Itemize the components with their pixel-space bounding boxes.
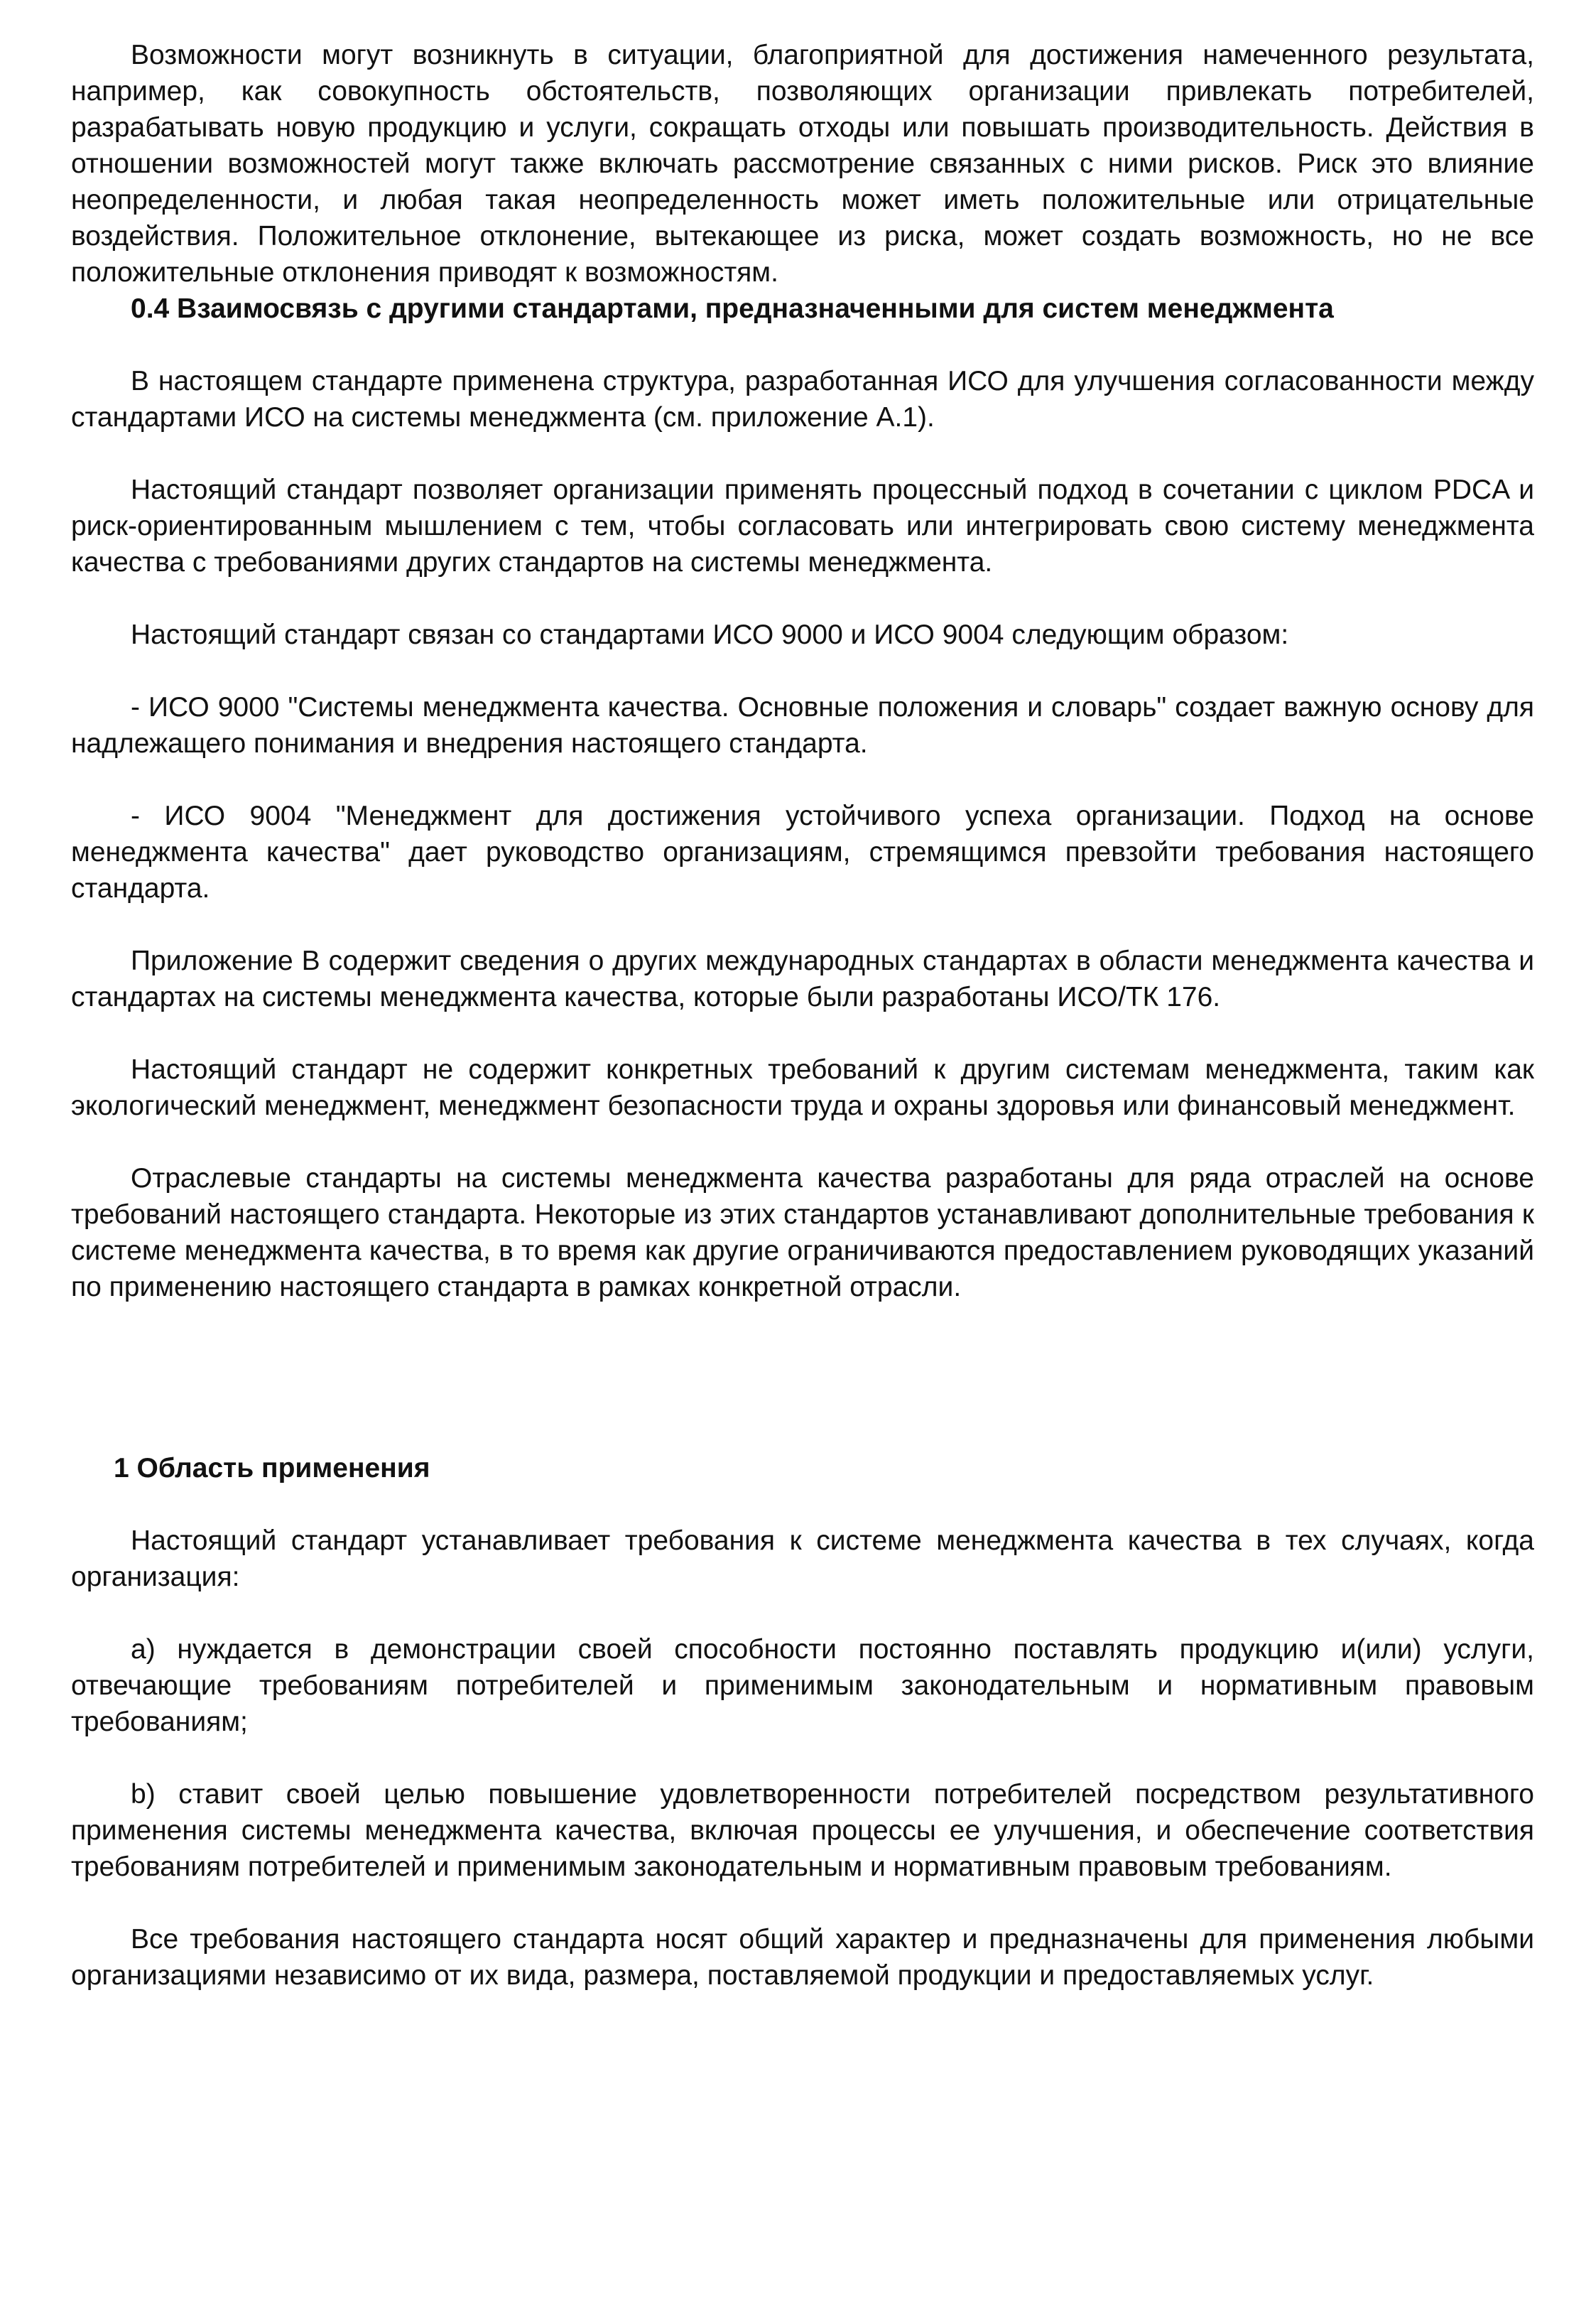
section-heading-0-4: 0.4 Взаимосвязь с другими стандартами, предназначенными для систем менеджмента (131, 293, 1334, 324)
section-heading-1: 1 Область применения (114, 1453, 430, 1483)
paragraph-related-standards: Настоящий стандарт связан со стандартами ИСО 9000 и ИСО 9004 следующим образом: (131, 620, 1289, 650)
paragraph-process-approach: Настоящий стандарт позволяет организации применять процессный подход в сочетании с циклом PDCA и риск-ориентированным мышлением с тем, чтобы согласовать или интегрировать свою систему менеджмента качества с требованиями других стандартов на системы менеджмента. (71, 475, 1534, 578)
document-page (71, 37, 1534, 1994)
paragraph-opportunities: Возможности могут возникнуть в ситуации, благоприятной для достижения намеченного результата, например, как совокупность обстоятельств, позволяющих организации привлекать потребителей, разрабатывать новую продукцию и услуги, сокращать отходы или повышать производительность. Действия в отношении возможностей могут также включать рассмотрение связанных с ними рисков. Риск это влияние неопределенности, и любая такая неопределенность может иметь положительные или отрицательные воздействия. Положительное отклонение, вытекающее из риска, может создать возможность, но не все положительные отклонения приводят к возможностям. (71, 40, 1534, 288)
paragraph-scope-intro: Настоящий стандарт устанавливает требования к системе менеджмента качества в тех случаях, когда организация: (71, 1525, 1534, 1592)
paragraph-sector-standards: Отраслевые стандарты на системы менеджмента качества разработаны для ряда отраслей на основе требований настоящего стандарта. Некоторые из этих стандартов устанавливают дополнительные требования к системе менеджмента качества, в то время как другие ограничиваются предоставлением руководящих указаний по применению настоящего стандарта в рамках конкретной отрасли. (71, 1163, 1534, 1302)
list-item-iso-9000: - ИСО 9000 "Системы менеджмента качества. Основные положения и словарь" создает важную основу для надлежащего понимания и внедрения настоящего стандарта. (71, 692, 1534, 759)
list-item-b: b) ставит своей целью повышение удовлетворенности потребителей посредством результативного применения системы менеджмента качества, включая процессы ее улучшения, и обеспечение соответствия требованиям потребителей и применимым законодательным и нормативным правовым требованиям. (71, 1779, 1534, 1882)
list-item-a: a) нуждается в демонстрации своей способности постоянно поставлять продукцию и(или) услуги, отвечающие требованиям потребителей и применимым законодательным и нормативным правовым требованиям; (71, 1634, 1534, 1737)
paragraph-annex-b: Приложение В содержит сведения о других международных стандартах в области менеджмента качества и стандартах на системы менеджмента качества, которые были разработаны ИСО/ТК 176. (71, 946, 1534, 1012)
paragraph-other-systems: Настоящий стандарт не содержит конкретных требований к другим системам менеджмента, таким как экологический менеджмент, менеджмент безопасности труда и охраны здоровья или финансовый менеджмент. (71, 1054, 1534, 1121)
paragraph-structure: В настоящем стандарте применена структура, разработанная ИСО для улучшения согласованности между стандартами ИСО на системы менеджмента (см. приложение А.1). (71, 366, 1534, 433)
paragraph-general-requirements: Все требования настоящего стандарта носят общий характер и предназначены для применения любыми организациями независимо от их вида, размера, поставляемой продукции и предоставляемых услуг. (71, 1924, 1534, 1991)
list-item-iso-9004: - ИСО 9004 "Менеджмент для достижения устойчивого успеха организации. Подход на основе менеджмента качества" дает руководство организациям, стремящимся превзойти требования настоящего стандарта. (71, 801, 1534, 904)
